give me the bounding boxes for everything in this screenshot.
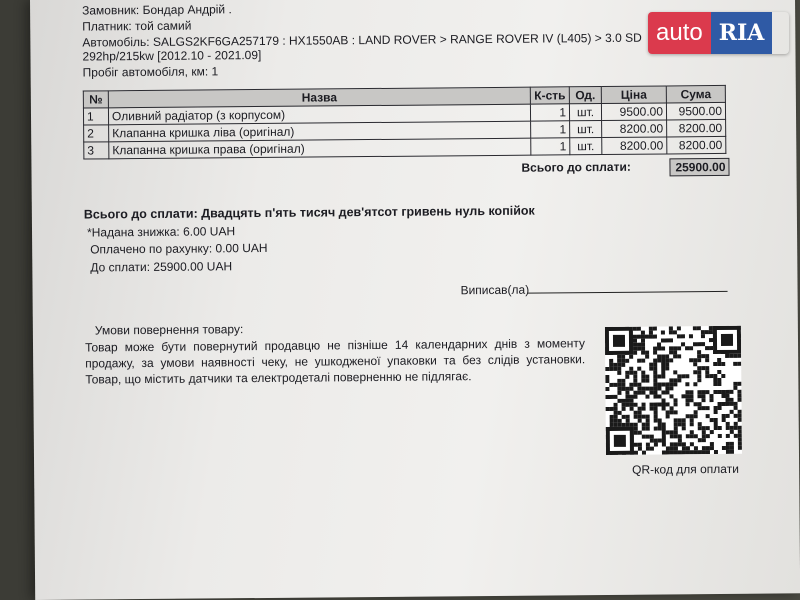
car-line-1: Автомобіль: SALGS2KF6GA257179 : HX1550AB : LAND ROVER > RANGE ROVER IV (L405) > 3.0 SD: [82, 30, 642, 50]
terms-title: Умови повернення товару:: [94, 322, 244, 338]
items-table: [83, 85, 727, 160]
cell-qty: 1: [531, 138, 570, 155]
signature-label: Виписав(ла): [460, 282, 530, 298]
autoria-logo: [648, 12, 789, 54]
col-header-price: Ціна: [601, 86, 666, 104]
logo-ria-text: RIA: [711, 12, 773, 54]
col-header-name: Назва: [108, 87, 530, 108]
qr-caption: QR-код для оплати: [632, 461, 739, 477]
cell-unit: шт.: [570, 121, 602, 138]
cell-name: Клапанна кришка права (оригінал): [109, 138, 531, 159]
invoice-paper: [30, 0, 800, 600]
paid-line: Оплачено по рахунку: 0.00 UAH: [90, 240, 268, 257]
cell-price: 8200.00: [602, 120, 667, 138]
cell-sum: 8200.00: [667, 136, 726, 154]
cell-unit: шт.: [570, 138, 602, 155]
cell-sum: 8200.00: [667, 119, 726, 137]
cell-price: 9500.00: [601, 103, 666, 121]
qr-code: [605, 326, 742, 455]
car-line-2: 292hp/215kw [2012.10 - 2021.09]: [82, 47, 262, 64]
signature-line: [528, 291, 728, 294]
due-line: До сплати: 25900.00 UAH: [90, 259, 233, 275]
cell-name: Оливний радіатор (з корпусом): [108, 104, 530, 125]
mileage-line: Пробіг автомобіля, км: 1: [82, 64, 219, 80]
col-header-number: №: [83, 91, 108, 108]
terms-text: Товар може бути повернутий продавцю не пізніше 14 календарних днів з моменту продажу, за умови наявності чеку, не ушкодженої упаковки та без слідів установки. Товар, що містить датчики та електродеталі поверненню не підлягає.: [84, 336, 586, 387]
cell-price: 8200.00: [602, 137, 667, 155]
cell-sum: 9500.00: [666, 102, 725, 120]
col-header-sum: Сума: [666, 85, 725, 103]
discount-line: *Надана знижка: 6.00 UAH: [86, 224, 236, 240]
cell-number: 3: [84, 142, 109, 159]
col-header-unit: Од.: [569, 87, 601, 104]
cell-name: Клапанна кришка ліва (оригінал): [109, 121, 531, 142]
customer-line: Замовник: Бондар Андрій .: [82, 2, 232, 18]
total-label: Всього до сплати:: [521, 159, 631, 175]
col-header-qty: К-сть: [530, 87, 569, 104]
logo-auto-text: auto: [648, 12, 711, 54]
total-value: 25900.00: [669, 158, 729, 177]
total-in-words: Всього до сплати: Двадцять п'ять тисяч дев'ятсот гривень нуль копійок: [83, 203, 535, 222]
cell-qty: 1: [530, 104, 569, 121]
cell-qty: 1: [531, 121, 570, 138]
cell-number: 1: [83, 108, 108, 125]
payer-line: Платник: той самий: [82, 18, 192, 34]
cell-unit: шт.: [569, 104, 601, 121]
cell-number: 2: [84, 125, 109, 142]
